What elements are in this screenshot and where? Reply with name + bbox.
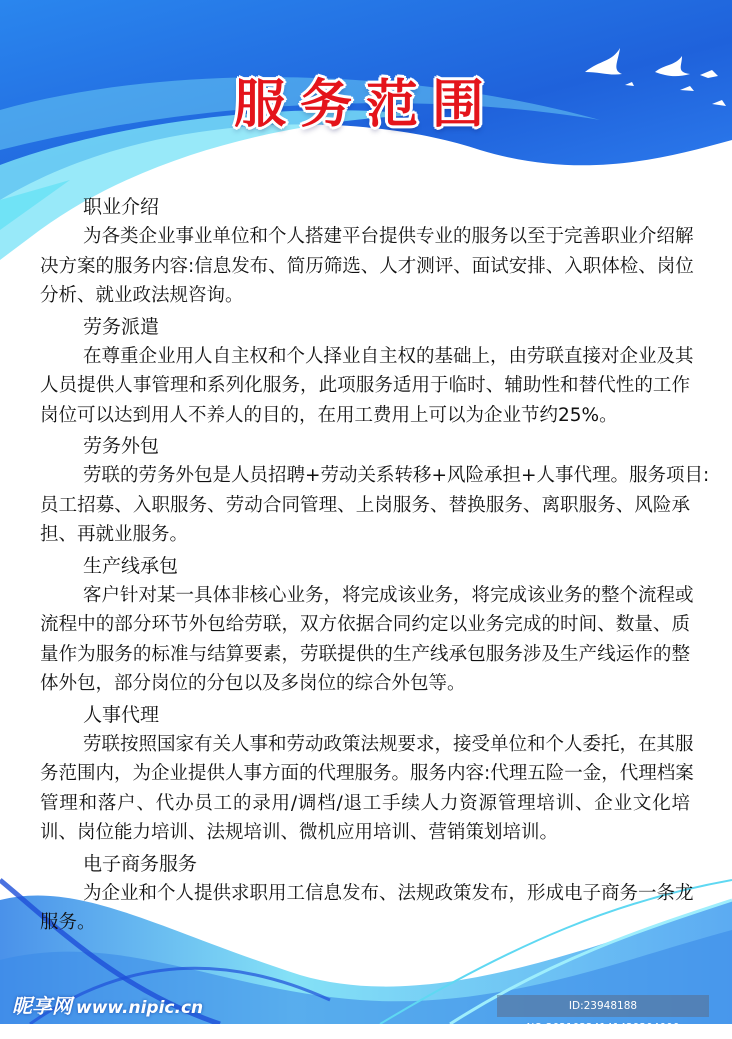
service-section <box>40 551 694 699</box>
section-body-line: 管理和落户、代办员工的录用/调档/退工手续人力资源管理培训、企业文化培 <box>40 792 690 814</box>
section-heading: 人事代理 <box>83 703 160 726</box>
watermark-logo <box>12 990 203 1019</box>
section-body-line: 劳联按照国家有关人事和劳动政策法规要求，接受单位和个人委托，在其服 <box>83 733 694 755</box>
section-body-line: 分析、就业政法规咨询。 <box>40 285 244 306</box>
section-body-line: 在尊重企业用人自主权和个人择业自主权的基础上，由劳联直接对企业及其 <box>83 345 694 367</box>
section-body-line: 劳联的劳务外包是人员招聘+劳动关系转移+风险承担+人事代理。服务项目: <box>83 465 710 486</box>
service-section <box>40 312 694 431</box>
service-section <box>40 700 694 848</box>
service-section <box>40 849 694 938</box>
section-heading: 劳务派遣 <box>83 315 160 338</box>
section-body-line: 体外包，部分岗位的分包以及多岗位的综合外包等。 <box>40 673 466 694</box>
service-section <box>40 431 710 550</box>
section-body-line: 务范围内，为企业提供人事方面的代理服务。服务内容:代理五险一金，代理档案 <box>40 763 694 784</box>
section-body-line: 流程中的部分环节外包给劳联，双方依据合同约定以业务完成的时间、数量、质 <box>40 614 690 635</box>
section-body-line: 员工招募、入职服务、劳动合同管理、上岗服务、替换服务、离职服务、风险承 <box>40 494 690 516</box>
section-body-line: 服务。 <box>40 912 96 933</box>
section-heading: 生产线承包 <box>83 554 179 577</box>
section-heading: 劳务外包 <box>83 435 160 457</box>
watermark-brand: 昵享网 <box>12 994 72 1018</box>
section-body-line: 岗位可以达到用人不养人的目的，在用工费用上可以为企业节约25%。 <box>40 404 618 426</box>
section-body-line: 客户针对某一具体非核心业务，将完成该业务，将完成该业务的整个流程或 <box>83 584 694 606</box>
section-heading: 电子商务服务 <box>83 852 198 875</box>
section-body-line: 人员提供人事管理和系列化服务，此项服务适用于临时、辅助性和替代性的工作 <box>40 375 690 396</box>
section-body-line: 担、再就业服务。 <box>40 524 189 545</box>
section-body-line: 为企业和个人提供求职用工信息发布、法规政策发布，形成电子商务一条龙 <box>83 882 694 904</box>
services-list <box>40 191 710 938</box>
service-section <box>40 192 694 311</box>
section-body-line: 量作为服务的标准与结算要素，劳联提供的生产线承包服务涉及生产线运作的整 <box>40 643 690 665</box>
section-body-line: 决方案的服务内容:信息发布、简历筛选、人才测评、面试安排、入职体检、岗位 <box>40 255 694 277</box>
section-body-line: 为各类企业事业单位和个人搭建平台提供专业的服务以至于完善职业介绍解 <box>83 226 694 247</box>
section-heading: 职业介绍 <box>83 196 160 218</box>
image-id-label: ID:23948188 NO:20210224141429204000 <box>497 995 709 1017</box>
page-title: 服务范围 <box>233 75 498 135</box>
section-body-line: 训、岗位能力培训、法规培训、微机应用培训、营销策划培训。 <box>40 822 559 843</box>
watermark-url: www.nipic.cn <box>76 998 204 1018</box>
